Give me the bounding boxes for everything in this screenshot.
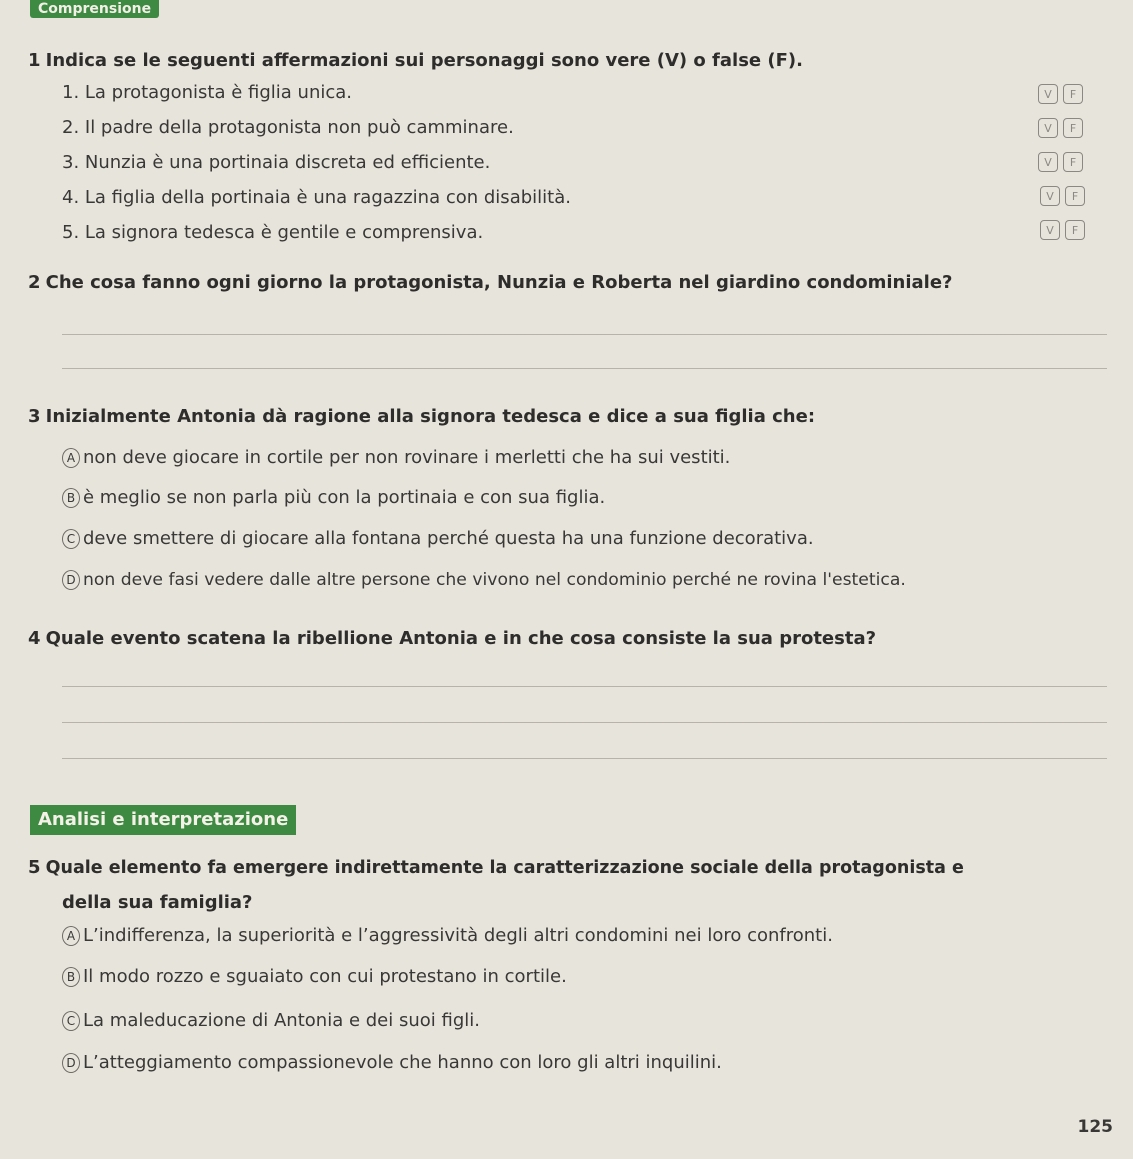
q3-option-b[interactable] — [62, 487, 605, 508]
option-letter-badge: D — [62, 570, 80, 590]
q1-item-2: 2. Il padre della protagonista non può camminare. — [62, 117, 514, 138]
question-4-number: 4 — [28, 628, 41, 649]
q5-option-d-text: L’atteggiamento compassionevole che hanno con loro gli altri inquilini. — [83, 1052, 722, 1073]
q1-item-3-true-checkbox[interactable]: V — [1038, 152, 1058, 172]
q1-item-4-true-checkbox[interactable]: V — [1040, 186, 1060, 206]
q5-option-a[interactable] — [62, 925, 833, 946]
option-letter-badge: A — [62, 448, 80, 468]
q1-item-5-false-checkbox[interactable]: F — [1065, 220, 1085, 240]
question-5-text-line2: della sua famiglia? — [62, 892, 253, 913]
q1-item-2-false-checkbox[interactable]: F — [1063, 118, 1083, 138]
section-header-comprensione: Comprensione — [30, 0, 159, 18]
q5-option-d[interactable] — [62, 1052, 722, 1073]
q3-option-a-text: non deve giocare in cortile per non rovinare i merletti che ha sui vestiti. — [83, 447, 731, 468]
question-1-text: Indica se le seguenti affermazioni sui personaggi sono vere (V) o false (F). — [45, 50, 803, 71]
question-3-text: Inizialmente Antonia dà ragione alla signora tedesca e dice a sua figlia che: — [45, 406, 816, 427]
question-1 — [28, 50, 803, 71]
q3-option-d-text: non deve fasi vedere dalle altre persone che vivono nel condominio perché ne rovina l'estetica. — [83, 570, 906, 590]
q3-option-d[interactable] — [62, 570, 906, 590]
q3-option-b-text: è meglio se non parla più con la portinaia e con sua figlia. — [83, 487, 606, 508]
q1-item-3-false-checkbox[interactable]: F — [1063, 152, 1083, 172]
section-header-analisi: Analisi e interpretazione — [30, 805, 296, 835]
question-5-text-line1: Quale elemento fa emergere indirettamente la caratterizzazione sociale della protagonista e — [45, 858, 964, 878]
option-letter-badge: B — [62, 967, 80, 987]
q1-item-2-true-checkbox[interactable]: V — [1038, 118, 1058, 138]
page-number: 125 — [1077, 1117, 1113, 1137]
q1-item-4: 4. La figlia della portinaia è una ragazzina con disabilità. — [62, 187, 571, 208]
question-5 — [28, 857, 964, 878]
q4-answer-line-2[interactable] — [62, 722, 1107, 723]
option-letter-badge: C — [62, 1011, 80, 1031]
q2-answer-line-2[interactable] — [62, 368, 1107, 369]
question-2 — [28, 272, 953, 293]
q5-option-c-text: La maleducazione di Antonia e dei suoi figli. — [83, 1010, 480, 1031]
q4-answer-line-1[interactable] — [62, 686, 1107, 687]
question-4 — [28, 628, 876, 649]
q2-answer-line-1[interactable] — [62, 334, 1107, 335]
q1-item-1-false-checkbox[interactable]: F — [1063, 84, 1083, 104]
question-1-number: 1 — [28, 50, 41, 71]
question-3-number: 3 — [28, 406, 41, 427]
q1-item-5: 5. La signora tedesca è gentile e comprensiva. — [62, 222, 484, 243]
question-5-number: 5 — [28, 857, 41, 878]
q3-option-c[interactable] — [62, 528, 814, 549]
question-4-text: Quale evento scatena la ribellione Antonia e in che cosa consiste la sua protesta? — [45, 628, 877, 649]
question-3 — [28, 406, 815, 427]
q1-item-3: 3. Nunzia è una portinaia discreta ed efficiente. — [62, 152, 491, 173]
q1-item-1-true-checkbox[interactable]: V — [1038, 84, 1058, 104]
q5-option-a-text: L’indifferenza, la superiorità e l’aggressività degli altri condomini nei loro confronti. — [83, 925, 833, 946]
q5-option-b-text: Il modo rozzo e sguaiato con cui protestano in cortile. — [83, 966, 567, 987]
option-letter-badge: C — [62, 529, 80, 549]
q1-item-5-true-checkbox[interactable]: V — [1040, 220, 1060, 240]
q1-item-1: 1. La protagonista è figlia unica. — [62, 82, 353, 103]
option-letter-badge: B — [62, 488, 80, 508]
option-letter-badge: D — [62, 1053, 80, 1073]
question-2-number: 2 — [28, 272, 41, 293]
q4-answer-line-3[interactable] — [62, 758, 1107, 759]
q5-option-c[interactable] — [62, 1010, 480, 1031]
q5-option-b[interactable] — [62, 966, 567, 987]
question-2-text: Che cosa fanno ogni giorno la protagonista, Nunzia e Roberta nel giardino condominiale? — [45, 272, 953, 293]
q3-option-c-text: deve smettere di giocare alla fontana perché questa ha una funzione decorativa. — [83, 528, 814, 549]
q1-item-4-false-checkbox[interactable]: F — [1065, 186, 1085, 206]
option-letter-badge: A — [62, 926, 80, 946]
q3-option-a[interactable] — [62, 447, 730, 468]
